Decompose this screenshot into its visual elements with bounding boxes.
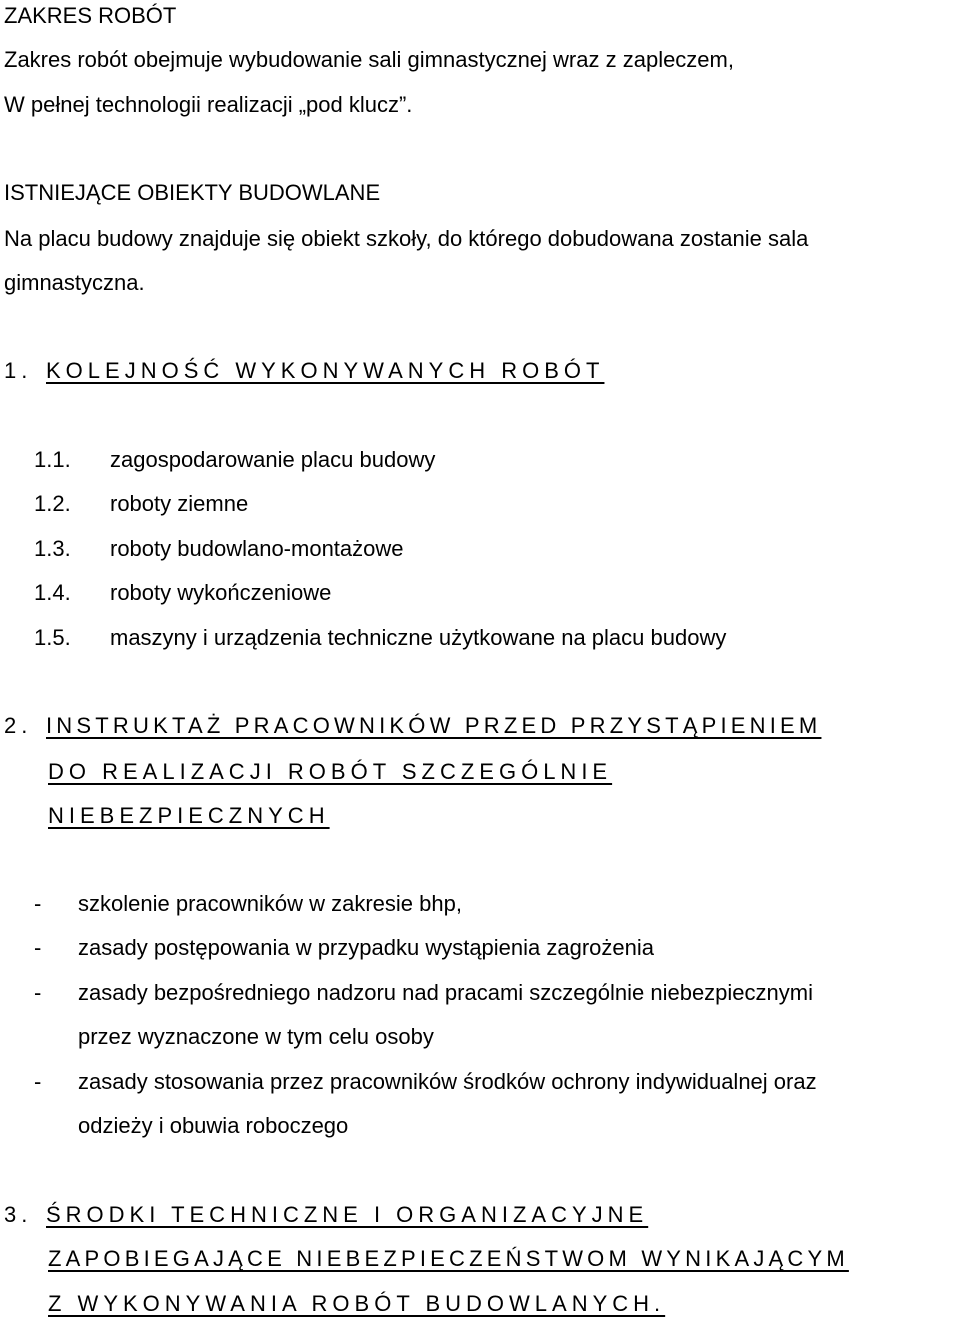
bullet-text: szkolenie pracowników w zakresie bhp, xyxy=(78,891,462,916)
bullet-text: zasady postępowania w przypadku wystąpienia zagrożenia xyxy=(78,935,655,960)
list-item-number: 1.3. xyxy=(34,536,71,561)
scope-heading: ZAKRES ROBÓT xyxy=(4,3,177,28)
section-3-title-line-2: ZAPOBIEGAJĄCE NIEBEZPIECZEŃSTWOM WYNIKAJĄCYM xyxy=(48,1246,849,1271)
bullet-dash: - xyxy=(34,1069,42,1094)
bullet-dash: - xyxy=(34,980,42,1005)
list-item-number: 1.5. xyxy=(34,625,71,650)
bullet-text: zasady stosowania przez pracowników środków ochrony indywidualnej oraz xyxy=(78,1069,817,1094)
existing-heading: ISTNIEJĄCE OBIEKTY BUDOWLANE xyxy=(4,180,381,205)
bullet-text-continuation: przez wyznaczone w tym celu osoby xyxy=(78,1024,434,1049)
scope-line-2: W pełnej technologii realizacji „pod klucz”. xyxy=(4,92,413,117)
existing-line-1: Na placu budowy znajduje się obiekt szkoły, do którego dobudowana zostanie sala xyxy=(4,226,809,251)
bullet-text: zasady bezpośredniego nadzoru nad pracami szczególnie niebezpiecznymi xyxy=(78,980,813,1005)
existing-line-2: gimnastyczna. xyxy=(4,270,145,295)
section-3-number: 3. xyxy=(4,1202,33,1227)
list-item-text: roboty wykończeniowe xyxy=(110,580,332,605)
list-item-number: 1.4. xyxy=(34,580,71,605)
section-3-title-line-1: ŚRODKI TECHNICZNE I ORGANIZACYJNE xyxy=(46,1202,649,1227)
list-item-text: roboty ziemne xyxy=(110,491,249,516)
bullet-dash: - xyxy=(34,891,42,916)
list-item-text: zagospodarowanie placu budowy xyxy=(110,447,436,472)
list-item-number: 1.1. xyxy=(34,447,71,472)
section-1-title: KOLEJNOŚĆ WYKONYWANYCH ROBÓT xyxy=(46,358,605,383)
section-2-number: 2. xyxy=(4,713,33,738)
list-item-number: 1.2. xyxy=(34,491,71,516)
section-2-title-line-1: INSTRUKTAŻ PRACOWNIKÓW PRZED PRZYSTĄPIENIEM xyxy=(46,713,822,738)
list-item-text: maszyny i urządzenia techniczne użytkowane na placu budowy xyxy=(110,625,727,650)
section-2-title-line-2: DO REALIZACJI ROBÓT SZCZEGÓLNIE xyxy=(48,759,613,784)
list-item-text: roboty budowlano-montażowe xyxy=(110,536,404,561)
bullet-text-continuation: odzieży i obuwia roboczego xyxy=(78,1113,349,1138)
section-3-title-line-3: Z WYKONYWANIA ROBÓT BUDOWLANYCH. xyxy=(48,1291,666,1316)
bullet-dash: - xyxy=(34,935,42,960)
scope-line-1: Zakres robót obejmuje wybudowanie sali gimnastycznej wraz z zapleczem, xyxy=(4,47,734,72)
section-1-number: 1. xyxy=(4,358,33,383)
section-2-title-line-3: NIEBEZPIECZNYCH xyxy=(48,803,330,828)
